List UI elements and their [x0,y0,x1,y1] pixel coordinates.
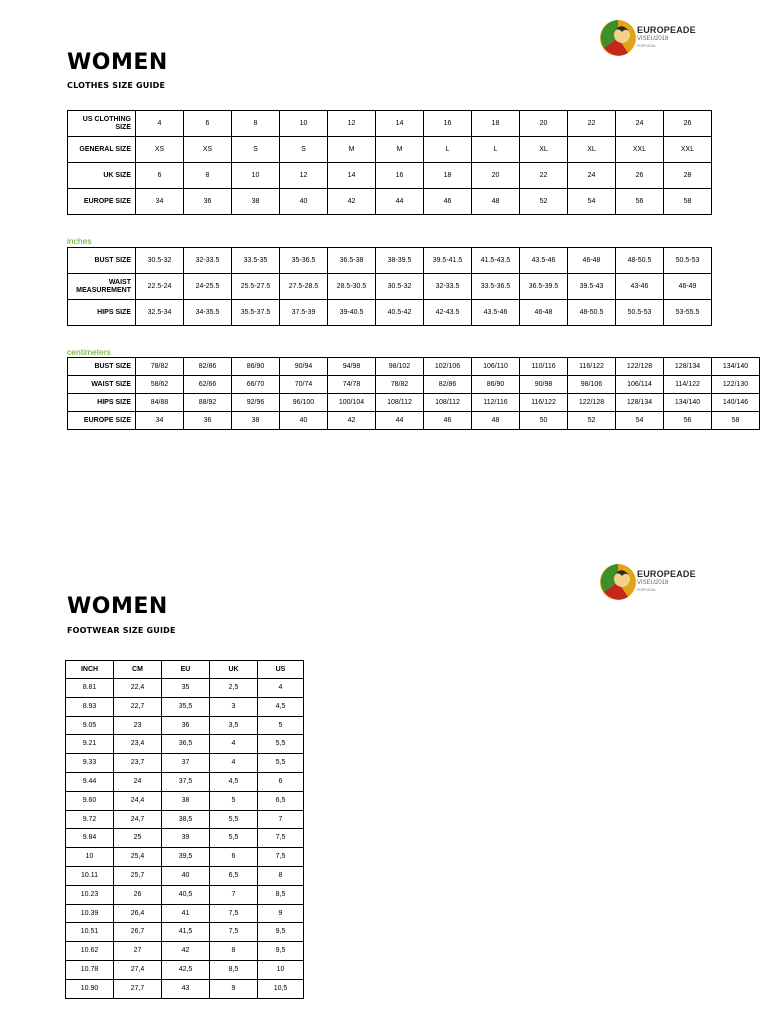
table-cell: 94/98 [328,358,376,376]
table-cell: 9.44 [66,772,114,791]
table-cell: M [376,137,424,163]
table-cell: 36.5-39.5 [520,274,568,300]
table-cell: 96/100 [280,394,328,412]
table-cell: 52 [568,412,616,430]
table-cell: 8.81 [66,679,114,698]
centimeters-table [67,357,760,430]
table-cell: 6 [184,111,232,137]
europeade-logo [596,558,704,612]
table-cell: 10 [232,163,280,189]
table-cell: 70/74 [280,376,328,394]
column-header: UK [210,661,258,679]
table-cell: 50.5-53 [616,300,664,326]
table-cell: 33.5-36.5 [472,274,520,300]
table-row [68,300,712,326]
europeade-emblem-icon [598,562,638,602]
table-cell: 20 [472,163,520,189]
table-cell: 22,7 [114,697,162,716]
table-cell: 32.5-34 [136,300,184,326]
table-cell: 10 [258,960,304,979]
table-cell: 5 [210,791,258,810]
table-cell: XXL [664,137,712,163]
table-cell: 12 [328,111,376,137]
table-cell: 5,5 [210,829,258,848]
table-cell: 8 [210,942,258,961]
table-cell: 22 [568,111,616,137]
table-cell: 112/116 [472,394,520,412]
table-cell: 26 [616,163,664,189]
row-label: BUST SIZE [68,358,136,376]
table-cell: 128/134 [664,358,712,376]
table-cell: 36.5-38 [328,248,376,274]
table-cell: 41.5-43.5 [472,248,520,274]
table-cell: 28 [664,163,712,189]
table-cell: 26 [114,885,162,904]
table-cell: 52 [520,189,568,215]
table-cell: 39,5 [162,848,210,867]
table-cell: 90/94 [280,358,328,376]
section-subtitle: FOOTWEAR SIZE GUIDE [67,626,176,635]
table-cell: 23,7 [114,754,162,773]
table-cell: 42 [162,942,210,961]
table-row [66,866,304,885]
table-row [68,111,712,137]
table-cell: 8 [232,111,280,137]
table-header-row [66,661,304,679]
table-cell: 10.11 [66,866,114,885]
table-cell: 108/112 [424,394,472,412]
table-cell: 74/78 [328,376,376,394]
row-label: HIPS SIZE [68,394,136,412]
table-row [66,942,304,961]
table-cell: 40.5-42 [376,300,424,326]
table-cell: 34-35.5 [184,300,232,326]
table-cell: 8 [258,866,304,885]
table-cell: 42 [328,189,376,215]
table-row [66,679,304,698]
footwear-size-table [65,660,304,999]
table-cell: 30.5-32 [136,248,184,274]
table-cell: 7,5 [210,923,258,942]
table-cell: 39 [162,829,210,848]
table-row [66,716,304,735]
table-row [66,829,304,848]
table-cell: 16 [424,111,472,137]
table-cell: 9 [258,904,304,923]
page-title: WOMEN [67,50,168,75]
table-row [66,904,304,923]
table-cell: 35,5 [162,697,210,716]
table-cell: 54 [568,189,616,215]
europeade-emblem-icon [598,18,638,58]
row-label: UK SIZE [68,163,136,189]
table-cell: 35 [162,679,210,698]
table-row [66,810,304,829]
table-cell: 122/130 [712,376,760,394]
table-cell: 10.23 [66,885,114,904]
table-cell: 6,5 [258,791,304,810]
table-cell: 36 [184,189,232,215]
table-cell: 34 [136,189,184,215]
table-cell: 98/102 [376,358,424,376]
table-cell: 36,5 [162,735,210,754]
table-cell: 18 [424,163,472,189]
table-cell: 25,4 [114,848,162,867]
column-header: CM [114,661,162,679]
table-row [66,772,304,791]
table-cell: 122/128 [616,358,664,376]
table-cell: 10.78 [66,960,114,979]
table-cell: 42,5 [162,960,210,979]
table-cell: 39.5-41.5 [424,248,472,274]
table-cell: 26,4 [114,904,162,923]
table-cell: 22,4 [114,679,162,698]
table-cell: 24 [616,111,664,137]
table-cell: 48 [472,189,520,215]
table-cell: XL [520,137,568,163]
table-cell: 7 [210,885,258,904]
table-row [66,923,304,942]
table-cell: 4,5 [210,772,258,791]
table-cell: 110/116 [520,358,568,376]
table-cell: 50 [520,412,568,430]
clothes-size-table [67,110,712,215]
table-cell: 22 [520,163,568,189]
table-cell: 62/66 [184,376,232,394]
table-cell: 24,4 [114,791,162,810]
table-cell: 40 [280,189,328,215]
table-row [68,358,760,376]
table-cell: 9.60 [66,791,114,810]
table-cell: 14 [328,163,376,189]
table-cell: 58 [664,189,712,215]
table-row [68,189,712,215]
table-cell: 20 [520,111,568,137]
table-row [66,791,304,810]
table-cell: 26,7 [114,923,162,942]
table-cell: 24 [568,163,616,189]
column-header: EU [162,661,210,679]
table-cell: 7,5 [258,848,304,867]
table-row [66,735,304,754]
table-cell: 38-39.5 [376,248,424,274]
table-cell: 38 [232,412,280,430]
table-cell: 43.5-46 [520,248,568,274]
table-row [68,376,760,394]
inches-label: inches [67,236,92,246]
table-cell: 12 [280,163,328,189]
table-cell: 43-46 [616,274,664,300]
table-cell: 43.5-46 [472,300,520,326]
table-cell: 4 [258,679,304,698]
table-cell: 58 [712,412,760,430]
table-cell: L [472,137,520,163]
table-cell: 23,4 [114,735,162,754]
table-cell: 38 [162,791,210,810]
table-cell: 24-25.5 [184,274,232,300]
table-cell: S [232,137,280,163]
table-row [66,979,304,998]
logo-subtitle: VISEU2018 [637,36,669,42]
table-cell: 10.39 [66,904,114,923]
table-cell: 39.5-43 [568,274,616,300]
table-row [66,697,304,716]
table-cell: 100/104 [328,394,376,412]
table-cell: 58/62 [136,376,184,394]
table-cell: 41 [162,904,210,923]
table-cell: 14 [376,111,424,137]
table-cell: 46 [424,189,472,215]
table-cell: 46-48 [568,248,616,274]
table-cell: M [328,137,376,163]
table-cell: 9.05 [66,716,114,735]
logo-title: EUROPEADE [637,25,696,35]
table-cell: 10.90 [66,979,114,998]
table-cell: 88/92 [184,394,232,412]
table-cell: 38 [232,189,280,215]
table-cell: 26 [664,111,712,137]
table-cell: 5,5 [258,754,304,773]
table-cell: 9,5 [258,923,304,942]
table-cell: 44 [376,189,424,215]
logo-country: PORTUGAL [637,44,657,48]
table-row [66,960,304,979]
table-cell: 36 [184,412,232,430]
table-cell: 6 [258,772,304,791]
row-label: WAIST MEASUREMENT [68,274,136,300]
table-row [66,754,304,773]
table-cell: 16 [376,163,424,189]
table-cell: 38,5 [162,810,210,829]
table-cell: 56 [664,412,712,430]
table-cell: 2,5 [210,679,258,698]
table-cell: 42 [328,412,376,430]
logo-country: PORTUGAL [637,588,657,592]
table-cell: 40 [162,866,210,885]
table-cell: 37.5-39 [280,300,328,326]
table-cell: 9,5 [258,942,304,961]
table-cell: 8 [184,163,232,189]
table-cell: 5 [258,716,304,735]
column-header: INCH [66,661,114,679]
table-row [68,412,760,430]
table-cell: 25 [114,829,162,848]
table-row [66,848,304,867]
row-label: BUST SIZE [68,248,136,274]
table-cell: 10.62 [66,942,114,961]
table-cell: 56 [616,189,664,215]
table-cell: 3,5 [210,716,258,735]
table-cell: 9.72 [66,810,114,829]
table-row [68,394,760,412]
table-cell: 66/70 [232,376,280,394]
table-cell: 7,5 [258,829,304,848]
table-cell: 7 [258,810,304,829]
table-cell: XXL [616,137,664,163]
table-cell: 37 [162,754,210,773]
table-cell: 5,5 [258,735,304,754]
table-cell: 43 [162,979,210,998]
table-cell: 8.93 [66,697,114,716]
table-cell: L [424,137,472,163]
row-label: US CLOTHING SIZE [68,111,136,137]
table-cell: 40,5 [162,885,210,904]
table-cell: 92/96 [232,394,280,412]
table-cell: 24 [114,772,162,791]
table-cell: 42-43.5 [424,300,472,326]
table-cell: 122/128 [568,394,616,412]
table-cell: 37,5 [162,772,210,791]
table-cell: 114/122 [664,376,712,394]
table-cell: 32-33.5 [424,274,472,300]
table-cell: XL [568,137,616,163]
table-cell: 36 [162,716,210,735]
table-cell: 44 [376,412,424,430]
table-cell: 30.5-32 [376,274,424,300]
table-cell: 46-49 [664,274,712,300]
table-cell: 82/86 [184,358,232,376]
table-cell: 27.5-28.5 [280,274,328,300]
table-cell: 32-33.5 [184,248,232,274]
table-cell: 35.5-37.5 [232,300,280,326]
table-row [68,274,712,300]
page-title: WOMEN [67,594,168,619]
table-cell: 25.5-27.5 [232,274,280,300]
table-cell: 6 [136,163,184,189]
table-cell: 78/82 [136,358,184,376]
row-label: WAIST SIZE [68,376,136,394]
table-cell: 10,5 [258,979,304,998]
table-cell: 128/134 [616,394,664,412]
table-cell: 10.51 [66,923,114,942]
table-cell: 102/106 [424,358,472,376]
table-cell: 4,5 [258,697,304,716]
table-cell: 9 [210,979,258,998]
table-cell: 90/98 [520,376,568,394]
table-cell: 53-55.5 [664,300,712,326]
table-cell: 86/90 [472,376,520,394]
table-row [68,248,712,274]
table-cell: 7,5 [210,904,258,923]
table-cell: 50.5-53 [664,248,712,274]
table-cell: 25,7 [114,866,162,885]
table-row [68,137,712,163]
table-cell: 24,7 [114,810,162,829]
table-cell: 39-40.5 [328,300,376,326]
section-subtitle: CLOTHES SIZE GUIDE [67,81,166,90]
table-cell: 27 [114,942,162,961]
row-label: EUROPE SIZE [68,412,136,430]
table-cell: 134/140 [664,394,712,412]
table-cell: 4 [136,111,184,137]
table-cell: 54 [616,412,664,430]
table-row [68,163,712,189]
table-cell: 10 [66,848,114,867]
europeade-logo [596,14,704,68]
table-cell: 134/140 [712,358,760,376]
logo-subtitle: VISEU2018 [637,580,669,586]
table-cell: 27,7 [114,979,162,998]
table-cell: 82/86 [424,376,472,394]
table-cell: 78/82 [376,376,424,394]
table-cell: 6,5 [210,866,258,885]
row-label: GENERAL SIZE [68,137,136,163]
table-cell: 9.33 [66,754,114,773]
inches-table [67,247,712,326]
table-cell: 8,5 [210,960,258,979]
table-cell: 23 [114,716,162,735]
table-row [66,885,304,904]
table-cell: 116/122 [520,394,568,412]
table-cell: S [280,137,328,163]
table-cell: 22.5-24 [136,274,184,300]
table-cell: 28.5-30.5 [328,274,376,300]
table-cell: 4 [210,754,258,773]
table-cell: 9.21 [66,735,114,754]
table-cell: 4 [210,735,258,754]
row-label: EUROPE SIZE [68,189,136,215]
column-header: US [258,661,304,679]
table-cell: XS [184,137,232,163]
table-cell: 10 [280,111,328,137]
table-cell: 9.84 [66,829,114,848]
logo-title: EUROPEADE [637,569,696,579]
table-cell: 84/88 [136,394,184,412]
table-cell: 8,5 [258,885,304,904]
table-cell: 40 [280,412,328,430]
table-cell: 35-36.5 [280,248,328,274]
table-cell: 27,4 [114,960,162,979]
table-cell: 108/112 [376,394,424,412]
table-cell: 33.5-35 [232,248,280,274]
table-cell: 106/114 [616,376,664,394]
table-cell: 48-50.5 [616,248,664,274]
table-cell: 140/146 [712,394,760,412]
table-cell: 34 [136,412,184,430]
table-cell: 98/106 [568,376,616,394]
table-cell: 5,5 [210,810,258,829]
row-label: HIPS SIZE [68,300,136,326]
table-cell: 48-50.5 [568,300,616,326]
table-cell: 18 [472,111,520,137]
table-cell: 86/90 [232,358,280,376]
centimeters-label: centimeters [67,347,111,357]
table-cell: 6 [210,848,258,867]
table-cell: 3 [210,697,258,716]
table-cell: 116/122 [568,358,616,376]
table-cell: 48 [472,412,520,430]
table-cell: 106/110 [472,358,520,376]
table-cell: 46 [424,412,472,430]
table-cell: XS [136,137,184,163]
table-cell: 41,5 [162,923,210,942]
table-cell: 46-48 [520,300,568,326]
